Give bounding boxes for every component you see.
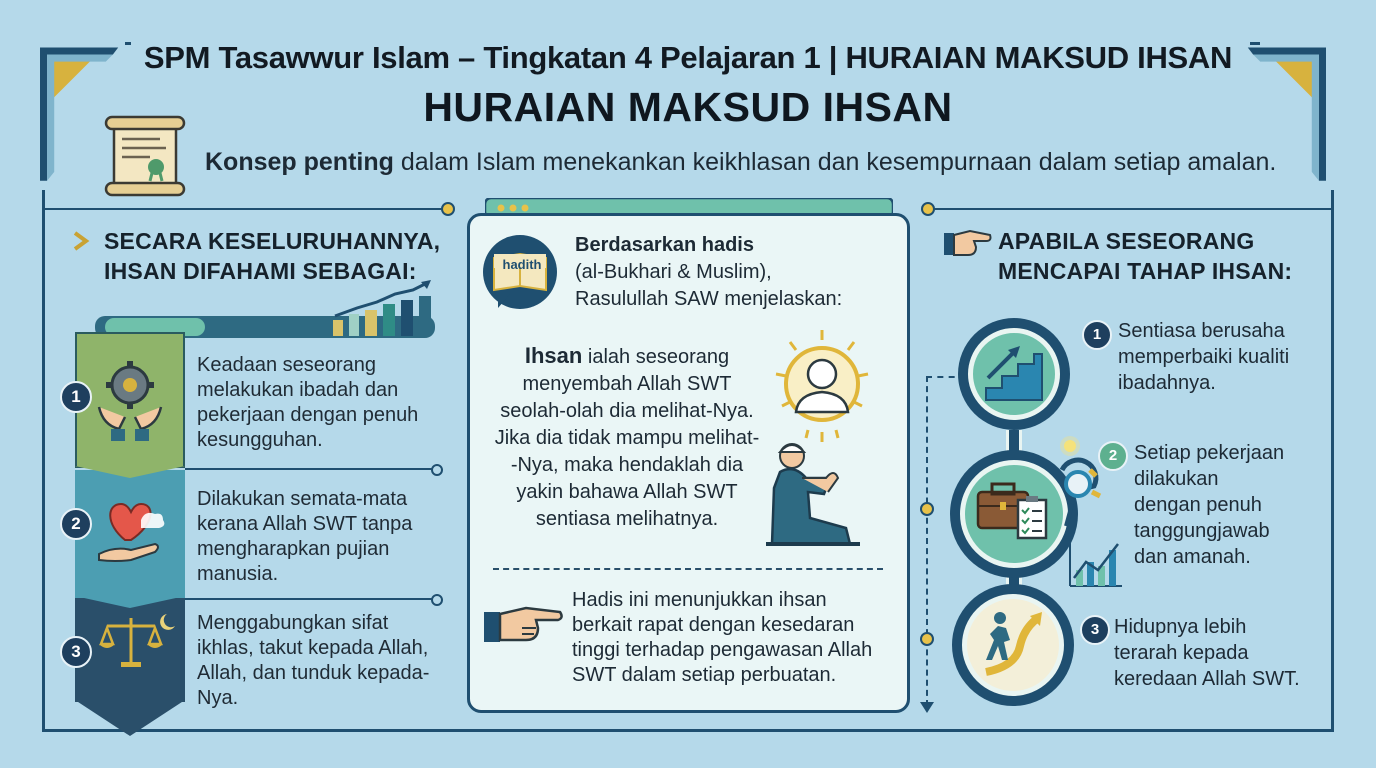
bar-chart-icon <box>1068 540 1124 588</box>
hadith-source-bold: Berdasarkan hadis <box>575 234 754 256</box>
divider-left <box>42 208 444 210</box>
right-item-2-line-3: dengan penuh <box>1134 494 1262 516</box>
note-line-4: SWT dalam setiap perbuatan. <box>572 664 837 686</box>
left-item-text-3: Menggabungkan sifat ikhlas, takut kepada Allah, Allah, dan tunduk kepada-Nya. <box>197 612 430 709</box>
right-item-3-line-2: terarah kepada <box>1114 642 1249 664</box>
left-item-number-2: 2 <box>60 508 92 540</box>
divider-dot-left <box>441 202 455 216</box>
quote-line-3: seolah-olah dia melihat-Nya. <box>500 400 754 422</box>
growth-chart-icon <box>95 280 435 340</box>
pointing-finger-icon <box>942 225 992 259</box>
left-item-text-1: Keadaan seseorang melakukan ibadah dan pekerjaan dengan penuh kesungguhan. <box>197 354 419 451</box>
praying-figure-icon <box>762 328 872 550</box>
quote-line-2: menyembah Allah SWT <box>522 373 732 395</box>
note-line-1: Hadis ini menunjukkan ihsan <box>572 589 827 611</box>
quote-bold: Ihsan <box>524 343 583 368</box>
quote-line-5: -Nya, maka hendaklah dia <box>510 454 744 476</box>
left-divider-dot-2 <box>431 594 443 606</box>
left-divider-2 <box>185 598 435 600</box>
right-item-text-3 <box>1114 614 1300 692</box>
right-item-number-3: 3 <box>1080 615 1110 645</box>
hadith-quote <box>482 342 772 533</box>
divider-right <box>934 208 1334 210</box>
walking-path-icon <box>976 606 1048 678</box>
right-item-text-2 <box>1134 440 1284 570</box>
hadith-book-icon <box>480 232 564 316</box>
left-divider-dot-1 <box>431 464 443 476</box>
left-item-text-2: Dilakukan semata-mata kerana Allah SWT tanpa mengharapkan pujian manusia. <box>197 488 413 585</box>
right-item-number-2: 2 <box>1098 441 1128 471</box>
pointing-hand-icon <box>482 598 564 646</box>
hadith-source-line3: Rasulullah SAW menjelaskan: <box>575 288 843 310</box>
chevron-right-icon <box>72 230 92 252</box>
hadith-source <box>575 232 842 313</box>
right-item-number-1: 1 <box>1082 320 1112 350</box>
main-title: HURAIAN MAKSUD IHSAN <box>423 84 953 130</box>
header-title: SPM Tasawwur Islam – Tingkatan 4 Pelajaran 1 | HURAIAN MAKSUD IHSAN <box>143 40 1233 75</box>
right-item-1-line-1: Sentiasa berusaha <box>1118 320 1285 342</box>
path-dot-2 <box>920 632 934 646</box>
intro-text <box>205 148 1276 177</box>
lightbulb-gear-icon <box>1056 436 1104 532</box>
right-heading-line2: MENCAPAI TAHAP IHSAN: <box>998 258 1293 284</box>
hadith-badge-label: hadith <box>502 257 542 272</box>
quote-line1-rest: ialah seseorang <box>582 346 730 368</box>
right-item-1-line-2: memperbaiki kualiti <box>1118 346 1290 368</box>
right-item-2-line-4: tanggungjawab <box>1134 520 1270 542</box>
path-dot-1 <box>920 502 934 516</box>
card-dashed-divider <box>493 568 883 570</box>
stairs-up-icon <box>982 342 1046 406</box>
quote-line-4: Jika dia tidak mampu melihat- <box>494 427 760 449</box>
heart-hand-icon <box>97 490 167 570</box>
intro-bold: Konsep penting <box>205 148 394 176</box>
briefcase-clipboard-icon <box>974 478 1054 542</box>
right-item-2-line-5: dan amanah. <box>1134 546 1251 568</box>
right-item-text-1 <box>1118 318 1289 396</box>
right-item-2-line-2: dilakukan <box>1134 468 1219 490</box>
left-item-number-3: 3 <box>60 636 92 668</box>
band-notch-1 <box>75 466 185 480</box>
note-line-2: berkait rapat dengan kesedaran <box>572 614 855 636</box>
scroll-icon <box>100 115 190 197</box>
right-item-3-line-3: keredaan Allah SWT. <box>1114 668 1300 690</box>
dashed-arrow-head <box>920 702 934 714</box>
left-heading-line1: SECARA KESELURUHANNYA, <box>104 228 441 254</box>
left-divider-1 <box>185 468 435 470</box>
hadith-note <box>572 588 872 688</box>
quote-line-6: yakin bahawa Allah SWT <box>516 481 738 503</box>
left-item-number-1: 1 <box>60 381 92 413</box>
scale-moon-icon <box>97 612 177 672</box>
right-heading-line1: APABILA SESEORANG <box>998 228 1255 254</box>
left-panel-point <box>75 700 185 738</box>
quote-line-7: sentiasa melihatnya. <box>535 508 719 530</box>
right-item-1-line-3: ibadahnya. <box>1118 372 1216 394</box>
frame-bottom <box>42 729 1334 732</box>
band-notch-2 <box>75 596 185 610</box>
right-heading <box>998 226 1292 286</box>
left-heading <box>104 226 440 286</box>
note-line-3: tinggi terhadap pengawasan Allah <box>572 639 873 661</box>
dashed-path <box>926 376 928 706</box>
right-item-2-line-1: Setiap pekerjaan <box>1134 442 1285 464</box>
left-heading-line2: IHSAN DIFAHAMI SEBAGAI: <box>104 258 417 284</box>
quote-line-1 <box>482 342 772 371</box>
hadith-source-line2: (al-Bukhari & Muslim), <box>575 261 772 283</box>
gear-hands-icon <box>95 355 165 445</box>
divider-dot-right <box>921 202 935 216</box>
intro-rest: dalam Islam menekankan keikhlasan dan kesempurnaan dalam setiap amalan. <box>393 148 1277 176</box>
frame-left <box>42 190 45 730</box>
frame-right <box>1331 190 1334 730</box>
right-item-3-line-1: Hidupnya lebih <box>1114 616 1247 638</box>
